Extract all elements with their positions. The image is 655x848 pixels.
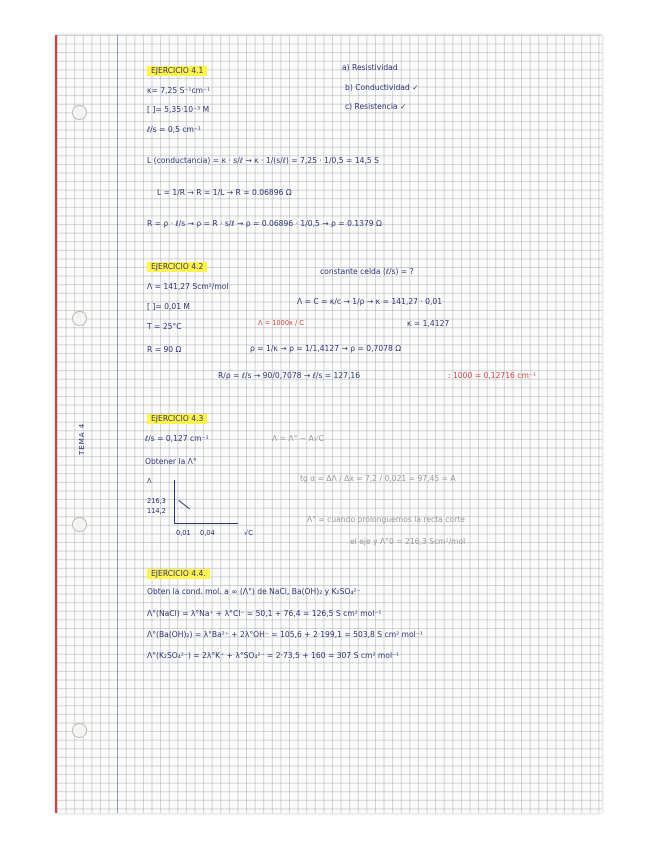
graph-x-label: √C — [244, 529, 253, 537]
graph-y-axis — [174, 480, 175, 524]
given-line: T = 25°C — [147, 322, 182, 331]
part-b: b) Conductividad ✓ — [345, 83, 419, 92]
graph-y-label: Λ — [147, 477, 152, 485]
part-a: a) Resistividad — [342, 63, 398, 72]
binder-hole — [72, 105, 87, 120]
constante-celda: constante celda (ℓ/s) = ? — [320, 267, 414, 276]
notebook-page — [55, 35, 602, 813]
binder-hole — [72, 517, 87, 532]
given-line: [ ]= 5,35·10⁻³ M — [147, 105, 210, 114]
graph-y-tick: 114,2 — [147, 507, 166, 515]
binder-hole — [72, 723, 87, 738]
given-line: Λ = 141,27 Scm²/mol — [147, 282, 229, 291]
graph-x-tick: 0,04 — [200, 529, 215, 537]
margin-line — [117, 35, 118, 813]
calc-note-red: Λ = 1000κ / C — [258, 319, 304, 327]
given-line: κ= 7,25 S⁻¹cm⁻¹ — [147, 86, 211, 95]
binder-hole — [72, 311, 87, 326]
given-line: ℓ/s = 0,127 cm⁻¹ — [145, 434, 209, 443]
calc-line: R = ρ · ℓ/s → ρ = R · s/ℓ → ρ = 0.06896 · 1/0,5 → ρ = 0.1379 Ω — [147, 219, 382, 228]
given-line: R = 90 Ω — [147, 345, 182, 354]
kohlrausch-formula: Λ = Λ° − A√C — [272, 434, 324, 443]
exercise-4-1-title: EJERCICIO 4.1 — [147, 66, 207, 76]
graph-x-tick: 0,01 — [176, 529, 191, 537]
task-line: Obten la cond. mol. a ∞ (Λ°) de NaCl, Ba(OH)₂ y K₂SO₄²⁻ — [147, 587, 361, 596]
given-line: ℓ/s = 0,5 cm⁻¹ — [147, 125, 201, 134]
result-line: Λ°(K₂SO₄²⁻) = 2λ°K⁺ + λ°SO₄²⁻ = 2·73,5 + 160 = 307 S cm² mol⁻¹ — [147, 651, 400, 660]
calc-line: κ = 1,4127 — [407, 319, 450, 328]
calc-line: L (conductancia) = κ · s/ℓ → κ · 1/(s/ℓ) = 7,25 · 1/0,5 = 14,5 S — [147, 156, 379, 165]
obtain-line: Obtener la Λ° — [145, 457, 197, 466]
exercise-4-3-title: EJERCICIO 4.3 — [147, 414, 207, 424]
side-title: TEMA 4 — [78, 422, 86, 455]
result-line: Λ°(Ba(OH)₂) = λ°Ba²⁺ + 2λ°OH⁻ = 105,6 + 2·199,1 = 503,8 S cm² mol⁻¹ — [147, 630, 423, 639]
part-c: c) Resistencia ✓ — [345, 102, 407, 111]
graph-y-tick: 216,3 — [147, 497, 166, 505]
exercise-4-4-title: EJERCICIO 4.4. — [147, 569, 210, 579]
calc-line: ρ = 1/κ → ρ = 1/1,4127 → ρ = 0,7078 Ω — [250, 344, 402, 353]
exercise-4-2-title: EJERCICIO 4.2 — [147, 262, 207, 272]
note-line: Λ° = cuando prolonguemos la recta corte — [307, 515, 465, 524]
result-line: Λ°(NaCl) = λ°Na⁺ + λ°Cl⁻ = 50,1 + 76,4 = 126,5 S cm² mol⁻¹ — [147, 609, 382, 618]
slope-calc: tg α = ΔΛ / Δx = 7,2 / 0,021 = 97,45 = A — [300, 474, 456, 483]
calc-line: Λ = C = κ/c → 1/ρ → κ = 141,27 · 0,01 — [297, 297, 443, 306]
calc-result-red: : 1000 = 0,12716 cm⁻¹ — [448, 371, 536, 380]
note-line: el eje y Λ°0 = 216,3 Scm²/mol — [350, 537, 466, 546]
given-line: [ ]= 0,01 M — [147, 302, 190, 311]
calc-line: L = 1/R → R = 1/L → R = 0.06896 Ω — [157, 188, 292, 197]
graph-x-axis — [174, 523, 238, 524]
calc-line: R/ρ = ℓ/s → 90/0,7078 → ℓ/s = 127,16 — [218, 371, 361, 380]
